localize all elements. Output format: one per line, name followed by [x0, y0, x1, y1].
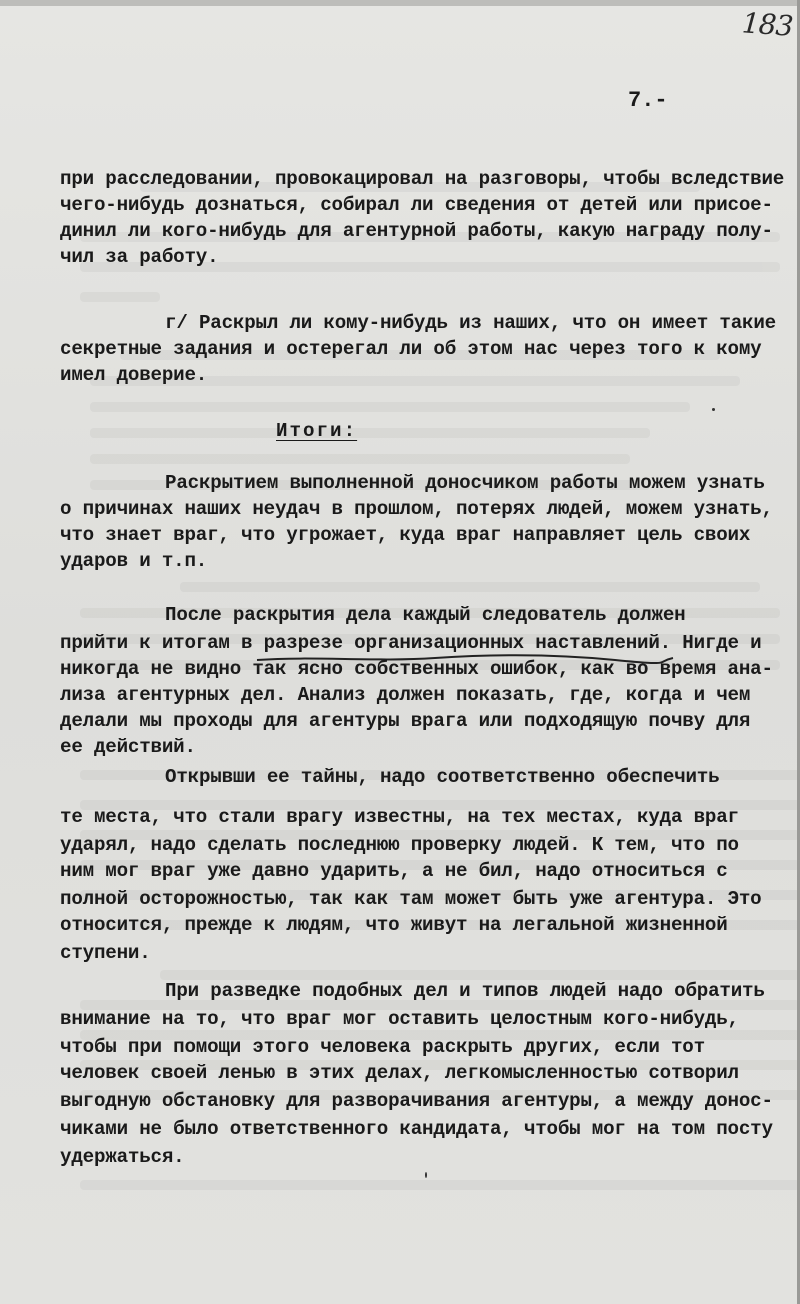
text-line: чтобы при помощи этого человека раскрыть других, если тот [60, 1036, 705, 1058]
ink-speck [712, 408, 715, 411]
text-line: г/ Раскрыл ли кому-нибудь из наших, что он имеет такие [165, 312, 776, 334]
text-line: ударял, надо сделать последнюю проверку людей. К тем, что по [60, 834, 739, 856]
text-line: никогда не видно так ясно собственных ошибок, как во время ана- [60, 658, 773, 680]
text-line: что знает враг, что угрожает, куда враг направляет цель своих [60, 524, 751, 546]
text-line: о причинах наших неудач в прошлом, потерях людей, можем узнать, [60, 498, 773, 520]
page-top-edge [0, 0, 800, 6]
text-line: полной осторожностью, так как там может быть уже агентура. Это [60, 888, 762, 910]
text-line: лиза агентурных дел. Анализ должен показать, где, когда и чем [60, 684, 751, 706]
archive-folio-number: 183 [740, 6, 794, 43]
section-heading: Итоги: [276, 420, 358, 442]
page-number: 7.- [628, 88, 668, 113]
text-line: прийти к итогам в разрезе организационных наставлений. Нигде и [60, 632, 762, 654]
text-line: относится, прежде к людям, что живут на легальной жизненной [60, 914, 728, 936]
text-line: делали мы проходы для агентуры врага или подходящую почву для [60, 710, 751, 732]
text-line: выгодную обстановку для разворачивания агентуры, а между донос- [60, 1090, 773, 1112]
text-line: секретные задания и остерегал ли об этом нас через того к кому [60, 338, 762, 360]
text-line: имел доверие. [60, 364, 208, 386]
text-line: ее действий. [60, 736, 196, 758]
text-line: После раскрытия дела каждый следователь должен [165, 604, 686, 626]
text-line: чил за работу. [60, 246, 219, 268]
text-line: человек своей ленью в этих делах, легкомысленностью сотворил [60, 1062, 739, 1084]
text-line: ним мог враг уже давно ударить, а не бил, надо относиться с [60, 860, 728, 882]
text-line: чего-нибудь дознаться, собирал ли сведения от детей или присое- [60, 194, 773, 216]
text-line: При разведке подобных дел и типов людей надо обратить [165, 980, 765, 1002]
text-line: динил ли кого-нибудь для агентурной работы, какую награду полу- [60, 220, 773, 242]
text-line: ступени. [60, 942, 151, 964]
text-line: при расследовании, провокацировал на разговоры, чтобы вследствие [60, 168, 785, 190]
text-line: те места, что стали врагу известны, на тех местах, куда враг [60, 806, 739, 828]
text-line: Раскрытием выполненной доносчиком работы можем узнать [165, 472, 765, 494]
text-line: внимание на то, что враг мог оставить целостным кого-нибудь, [60, 1008, 739, 1030]
text-line: удержаться. [60, 1146, 185, 1168]
text-line: ударов и т.п. [60, 550, 208, 572]
text-line: Открывши ее тайны, надо соответственно обеспечить [165, 766, 720, 788]
ink-speck [425, 1172, 427, 1178]
text-line: чиками не было ответственного кандидата, чтобы мог на том посту [60, 1118, 773, 1140]
